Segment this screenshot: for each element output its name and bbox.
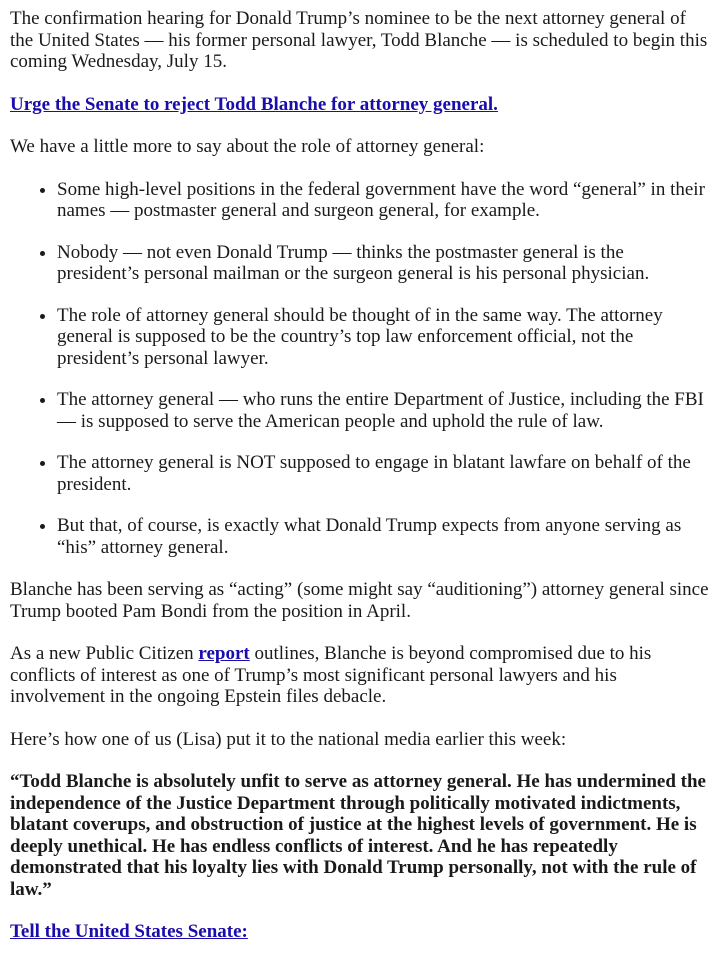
- list-item: • Nobody — not even Donald Trump — thinks the postmaster general is the president’s personal mailman or the surgeon general is his personal physician.: [57, 242, 710, 285]
- report-link[interactable]: report: [198, 643, 250, 664]
- list-item: • Some high-level positions in the federal government have the word “general” in their names — postmaster general and surgeon general, for example.: [57, 179, 710, 222]
- list-item: • The attorney general — who runs the entire Department of Justice, including the FBI — is supposed to serve the American people and uphold the rule of law.: [57, 389, 710, 432]
- urge-senate-link[interactable]: Urge the Senate to reject Todd Blanche for attorney general.: [10, 93, 498, 115]
- report-text-before: As a new Public Citizen: [10, 643, 199, 664]
- report-paragraph: [10, 643, 710, 708]
- list-item: • The role of attorney general should be thought of in the same way. The attorney general is supposed to be the country’s top law enforcement official, not the president’s personal lawyer.: [57, 305, 710, 370]
- lead-in-paragraph: We have a little more to say about the role of attorney general:: [10, 136, 485, 157]
- acting-ag-paragraph: Blanche has been serving as “acting” (some might say “auditioning”) attorney general since Trump booted Pam Bondi from the position in April.: [10, 579, 709, 622]
- tell-senate-link[interactable]: Tell the United States Senate:: [10, 921, 248, 942]
- intro-paragraph: The confirmation hearing for Donald Trump’s nominee to be the next attorney general of the United States — his former personal lawyer, Todd Blanche — is scheduled to begin this coming Wednesday, July 15.: [10, 8, 708, 72]
- lisa-intro-paragraph: Here’s how one of us (Lisa) put it to the national media earlier this week:: [10, 728, 567, 750]
- cta-paragraph-1: [10, 94, 710, 116]
- list-item: • But that, of course, is exactly what Donald Trump expects from anyone serving as “his” attorney general.: [57, 515, 710, 558]
- lisa-quote: “Todd Blanche is absolutely unfit to serve as attorney general. He has undermined the independence of the Justice Department through politically motivated indictments, blatant coverups, and obstruction of justice at the highest levels of government. He is deeply unethical. He has endless conflicts of interest. And he has repeatedly demonstrated that his loyalty lies with Donald Trump personally, not with the rule of law.”: [10, 771, 706, 900]
- cta-paragraph-2: [10, 921, 710, 943]
- report-text-after: outlines, Blanche is beyond compromised due to his conflicts of interest as one of Trump’s most significant personal lawyers and his involvement in the ongoing Epstein files debacle.: [10, 643, 652, 707]
- attorney-general-points-list: [10, 179, 710, 559]
- list-item: • The attorney general is NOT supposed to engage in blatant lawfare on behalf of the president.: [57, 452, 710, 495]
